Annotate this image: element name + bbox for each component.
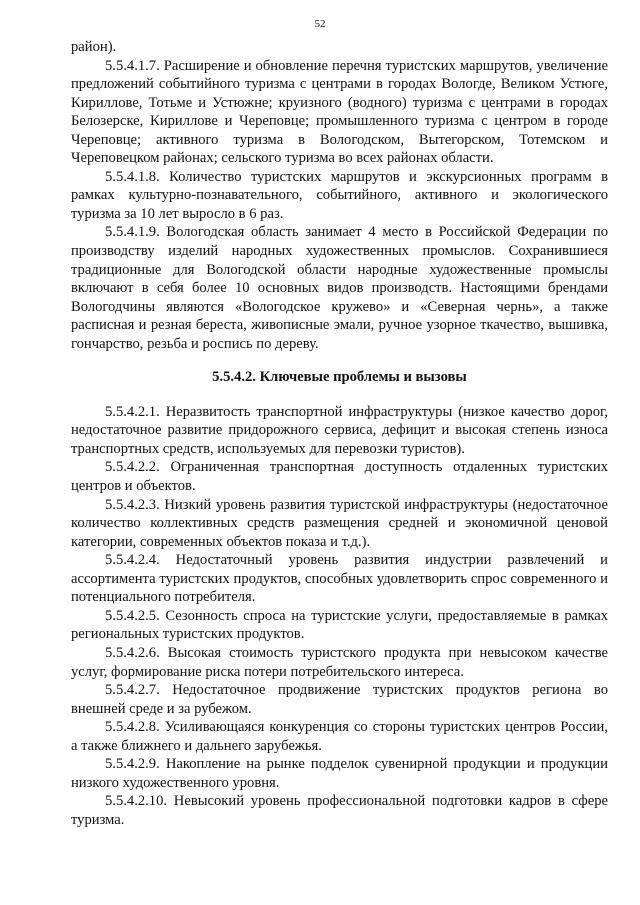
paragraph-5-5-4-2-1: 5.5.4.2.1. Неразвитость транспортной инфраструктуры (низкое качество дорог, недостаточное развитие придорожного сервиса, дефицит и высокая степень износа транспортных средств, используемых для перевозки туристов). (71, 403, 608, 457)
paragraph-5-5-4-2-6: 5.5.4.2.6. Высокая стоимость туристского продукта при невысоком качестве услуг, формирование риска потери потребительского интереса. (71, 644, 608, 680)
paragraph-5-5-4-2-7: 5.5.4.2.7. Недостаточное продвижение туристских продуктов региона во внешней среде и за рубежом. (71, 682, 608, 717)
paragraph-continuation: район). (71, 39, 117, 55)
paragraph-5-5-4-1-8: 5.5.4.1.8. Количество туристских маршрутов и экскурсионных программ в рамках культурно-познавательного, событийного, активного и экологического туризма за 10 лет выросло в 6 раз. (71, 168, 608, 222)
paragraph-5-5-4-1-9: 5.5.4.1.9. Вологодская область занимает 4 место в Российской Федерации по производству изделий народных художественных промыслов. Сохранившиеся традиционные для Вологодской области народные художественные промыслы включают в себя более 10 основных видов производств. Настоящими брендами Вологодчины являются «Вологодское кружево» и «Северная чернь», а также расписная и резная береста, живописные эмали, ручное узорное ткачество, вышивка, гончарство, резьба и роспись по дереву. (71, 224, 608, 352)
paragraph-5-5-4-2-5: 5.5.4.2.5. Сезонность спроса на туристские услуги, предоставляемые в рамках региональных туристских продуктов. (71, 607, 608, 643)
paragraph-5-5-4-2-4: 5.5.4.2.4. Недостаточный уровень развития индустрии развлечений и ассортимента туристских продуктов, способных удовлетворить спрос современного и потенциального потребителя. (71, 552, 608, 606)
paragraph-5-5-4-2-8: 5.5.4.2.8. Усиливающаяся конкуренция со стороны туристских центров России, а также ближнего и дальнего зарубежья. (71, 719, 608, 754)
paragraph-5-5-4-2-10: 5.5.4.2.10. Невысокий уровень профессиональной подготовки кадров в сфере туризма. (71, 793, 608, 828)
paragraph-5-5-4-2-3: 5.5.4.2.3. Низкий уровень развития туристской инфраструктуры (недостаточное количество коллективных средств размещения средней и экономичной ценовой категории, современных объектов показа и т.д.). (71, 496, 608, 550)
paragraph-5-5-4-2-9: 5.5.4.2.9. Накопление на рынке подделок сувенирной продукции и продукции низкого художественного уровня. (71, 756, 608, 791)
page-content (71, 38, 608, 829)
page-number: 52 (314, 18, 326, 30)
paragraph-5-5-4-1-7: 5.5.4.1.7. Расширение и обновление перечня туристских маршрутов, увеличение предложений событийного туризма с центрами в городах Вологде, Великом Устюге, Кириллове, Тотьме и Устюжне; круизного (водного) туризма с центрами в городах Белозерске, Кириллове и Череповце; промышленного туризма с центром в городе Череповце; активного туризма в Вологодском, Вытегорском, Тотемском и Череповецком районах; сельского туризма во всех районах области. (71, 57, 608, 167)
section-heading: 5.5.4.2. Ключевые проблемы и вызовы (212, 369, 467, 386)
paragraph-5-5-4-2-2: 5.5.4.2.2. Ограниченная транспортная доступность отдаленных туристских центров и объектов. (71, 459, 608, 495)
